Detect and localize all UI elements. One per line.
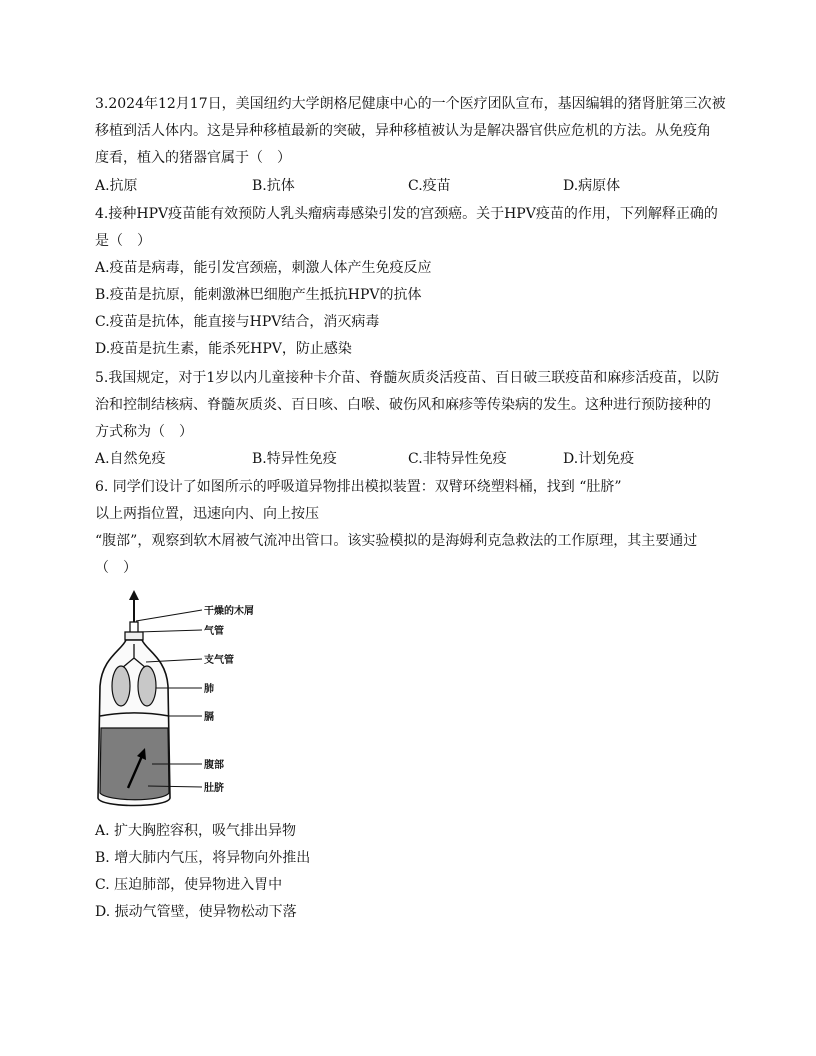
q5-stem-line-3: 方式称为（ ） <box>95 424 193 440</box>
q6-option-d: D. 振动气管壁，使异物松动下落 <box>95 904 297 920</box>
bottle-cap <box>125 632 143 640</box>
q6-stem-line-4: （ ） <box>95 560 137 576</box>
q4-option-d: D.疫苗是抗生素，能杀死HPV，防止感染 <box>95 341 352 357</box>
q3-option-a: A.抗原 <box>95 178 138 194</box>
label-navel: 肚脐 <box>204 783 224 794</box>
q5-option-d: D.计划免疫 <box>563 451 635 467</box>
q6-stem-line-2: 以上两指位置，迅速向内、向上按压 <box>95 506 319 522</box>
q5-stem-line-2: 治和控制结核病、脊髓灰质炎、百日咳、白喉、破伤风和麻疹等传染病的发生。这种进行预防接种的 <box>95 397 711 413</box>
airflow-arrowhead-icon <box>129 590 139 600</box>
label-trachea: 气管 <box>204 626 224 637</box>
q6-stem-line-1: 6. 同学们设计了如图所示的呼吸道异物排出模拟装置：双臂环绕塑料桶，找到 “肚脐” <box>95 479 622 495</box>
q6-option-c: C. 压迫肺部，使异物进入胃中 <box>95 877 283 893</box>
q3-option-c: C.疫苗 <box>408 178 451 194</box>
q4-option-a: A.疫苗是病毒，能引发宫颈癌，刺激人体产生免疫反应 <box>95 260 432 276</box>
label-dry-wood-chips: 干燥的木屑 <box>204 606 254 617</box>
label-diaphragm: 膈 <box>204 712 214 723</box>
q3-stem-line-1: 3.2024年12月17日，美国纽约大学朗格尼健康中心的一个医疗团队宣布，基因编辑的猪肾脏第三次被 <box>95 96 726 112</box>
q4-stem-line-2: 是（ ） <box>95 233 151 249</box>
left-lung <box>112 666 130 706</box>
q6-option-b: B. 增大肺内气压，将异物向外推出 <box>95 850 311 866</box>
q5-option-c: C.非特异性免疫 <box>408 451 507 467</box>
q5-option-b: B.特异性免疫 <box>252 451 337 467</box>
right-lung <box>138 666 156 706</box>
label-bronchus: 支气管 <box>204 655 234 666</box>
heimlich-model-figure <box>92 588 272 813</box>
q3-option-b: B.抗体 <box>252 178 295 194</box>
q5-option-a: A.自然免疫 <box>95 451 166 467</box>
q3-stem-line-2: 移植到活人体内。这是异种移植最新的突破，异种移植被认为是解决器官供应危机的方法。从免疫角 <box>95 123 711 139</box>
q6-option-a: A. 扩大胸腔容积，吸气排出异物 <box>95 823 297 839</box>
q3-stem-line-3: 度看，植入的猪器官属于（ ） <box>95 150 291 166</box>
label-abdomen: 腹部 <box>204 760 224 771</box>
q4-option-c: C.疫苗是抗体，能直接与HPV结合，消灭病毒 <box>95 314 380 330</box>
q5-stem-line-1: 5.我国规定，对于1岁以内儿童接种卡介苗、脊髓灰质炎活疫苗、百日破三联疫苗和麻疹活疫苗，以防 <box>95 370 720 386</box>
label-lung: 肺 <box>204 684 214 695</box>
q4-option-b: B.疫苗是抗原，能刺激淋巴细胞产生抵抗HPV的抗体 <box>95 287 422 303</box>
q3-option-d: D.病原体 <box>563 178 621 194</box>
q4-stem-line-1: 4.接种HPV疫苗能有效预防人乳头瘤病毒感染引发的宫颈癌。关于HPV疫苗的作用，下列解释正确的 <box>95 206 718 222</box>
q6-stem-line-3: “腹部”，观察到软木屑被气流冲出管口。该实验模拟的是海姆利克急救法的工作原理，其主要通过 <box>95 533 698 549</box>
